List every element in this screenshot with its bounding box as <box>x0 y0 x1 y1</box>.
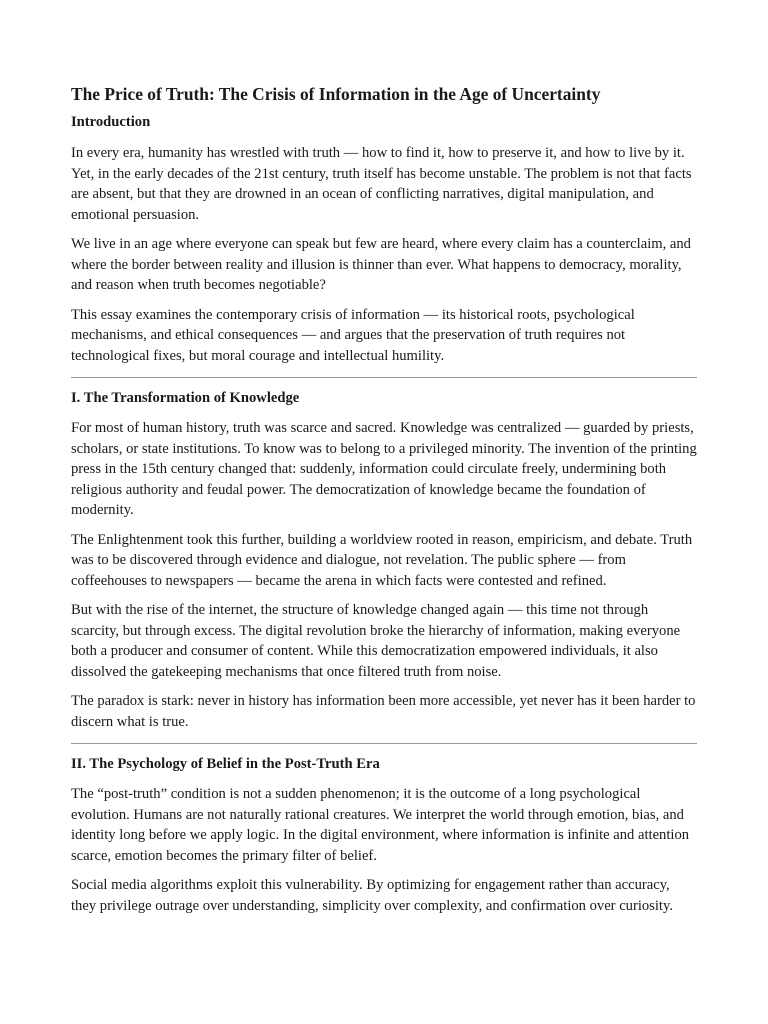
section-2-paragraph: Social media algorithms exploit this vulnerability. By optimizing for engagement rather than accuracy, they privilege outrage over understanding, simplicity over complexity, and confirmation over curiosity. <box>71 877 673 914</box>
introduction-heading: Introduction <box>71 114 151 130</box>
section-1-heading: I. The Transformation of Knowledge <box>71 390 300 406</box>
section-1-paragraph: But with the rise of the internet, the structure of knowledge changed again — this time not through scarcity, but through excess. The digital revolution broke the hierarchy of information, making everyone both a producer and consumer of content. While this democratization empowered individuals, it also dissolved the gatekeeping mechanisms that once filtered truth from noise. <box>71 602 681 680</box>
intro-paragraph: In every era, humanity has wrestled with truth — how to find it, how to preserve it, and how to live by it. Yet, in the early decades of the 21st century, truth itself has become unstable. The problem is not that facts are absent, but that they are drowned in an ocean of conflicting narratives, digital manipulation, and emotional persuasion. <box>71 145 692 223</box>
intro-paragraph: We live in an age where everyone can speak but few are heard, where every claim has a counterclaim, and where the border between reality and illusion is thinner than ever. What happens to democracy, morality, and reason when truth becomes negotiable? <box>71 236 691 293</box>
intro-paragraph: This essay examines the contemporary crisis of information — its historical roots, psychological mechanisms, and ethical consequences — and argues that the preservation of truth requires not technological fixes, but moral courage and intellectual humility. <box>71 306 635 364</box>
section-2-paragraph: The “post-truth” condition is not a sudden phenomenon; it is the outcome of a long psychological evolution. Humans are not naturally rational creatures. We interpret the world through emotion, bias, and identity long before we apply logic. In the digital environment, where information is infinite and attention scarce, emotion becomes the primary filter of belief. <box>71 786 690 864</box>
section-1-paragraph: The paradox is stark: never in history has information been more accessible, yet never has it been harder to discern what is true. <box>71 693 696 730</box>
section-2-heading: II. The Psychology of Belief in the Post-Truth Era <box>71 756 380 772</box>
section-1-paragraph: The Enlightenment took this further, building a worldview rooted in reason, empiricism, and debate. Truth was to be discovered through evidence and dialogue, not revelation. The public sphere — from coffeehouses to newspapers — became the arena in which facts were contested and refined. <box>71 531 693 589</box>
section-divider <box>71 743 697 744</box>
section-1-paragraph: For most of human history, truth was scarce and sacred. Knowledge was centralized — guarded by priests, scholars, or state institutions. To know was to belong to a privileged minority. The invention of the printing press in the 15th century changed that: suddenly, information could circulate freely, undermining both religious authority and feudal power. The democratization of knowledge became the foundation of modernity. <box>71 420 697 518</box>
section-divider <box>71 377 697 378</box>
document-title: The Price of Truth: The Crisis of Information in the Age of Uncertainty <box>71 84 601 104</box>
